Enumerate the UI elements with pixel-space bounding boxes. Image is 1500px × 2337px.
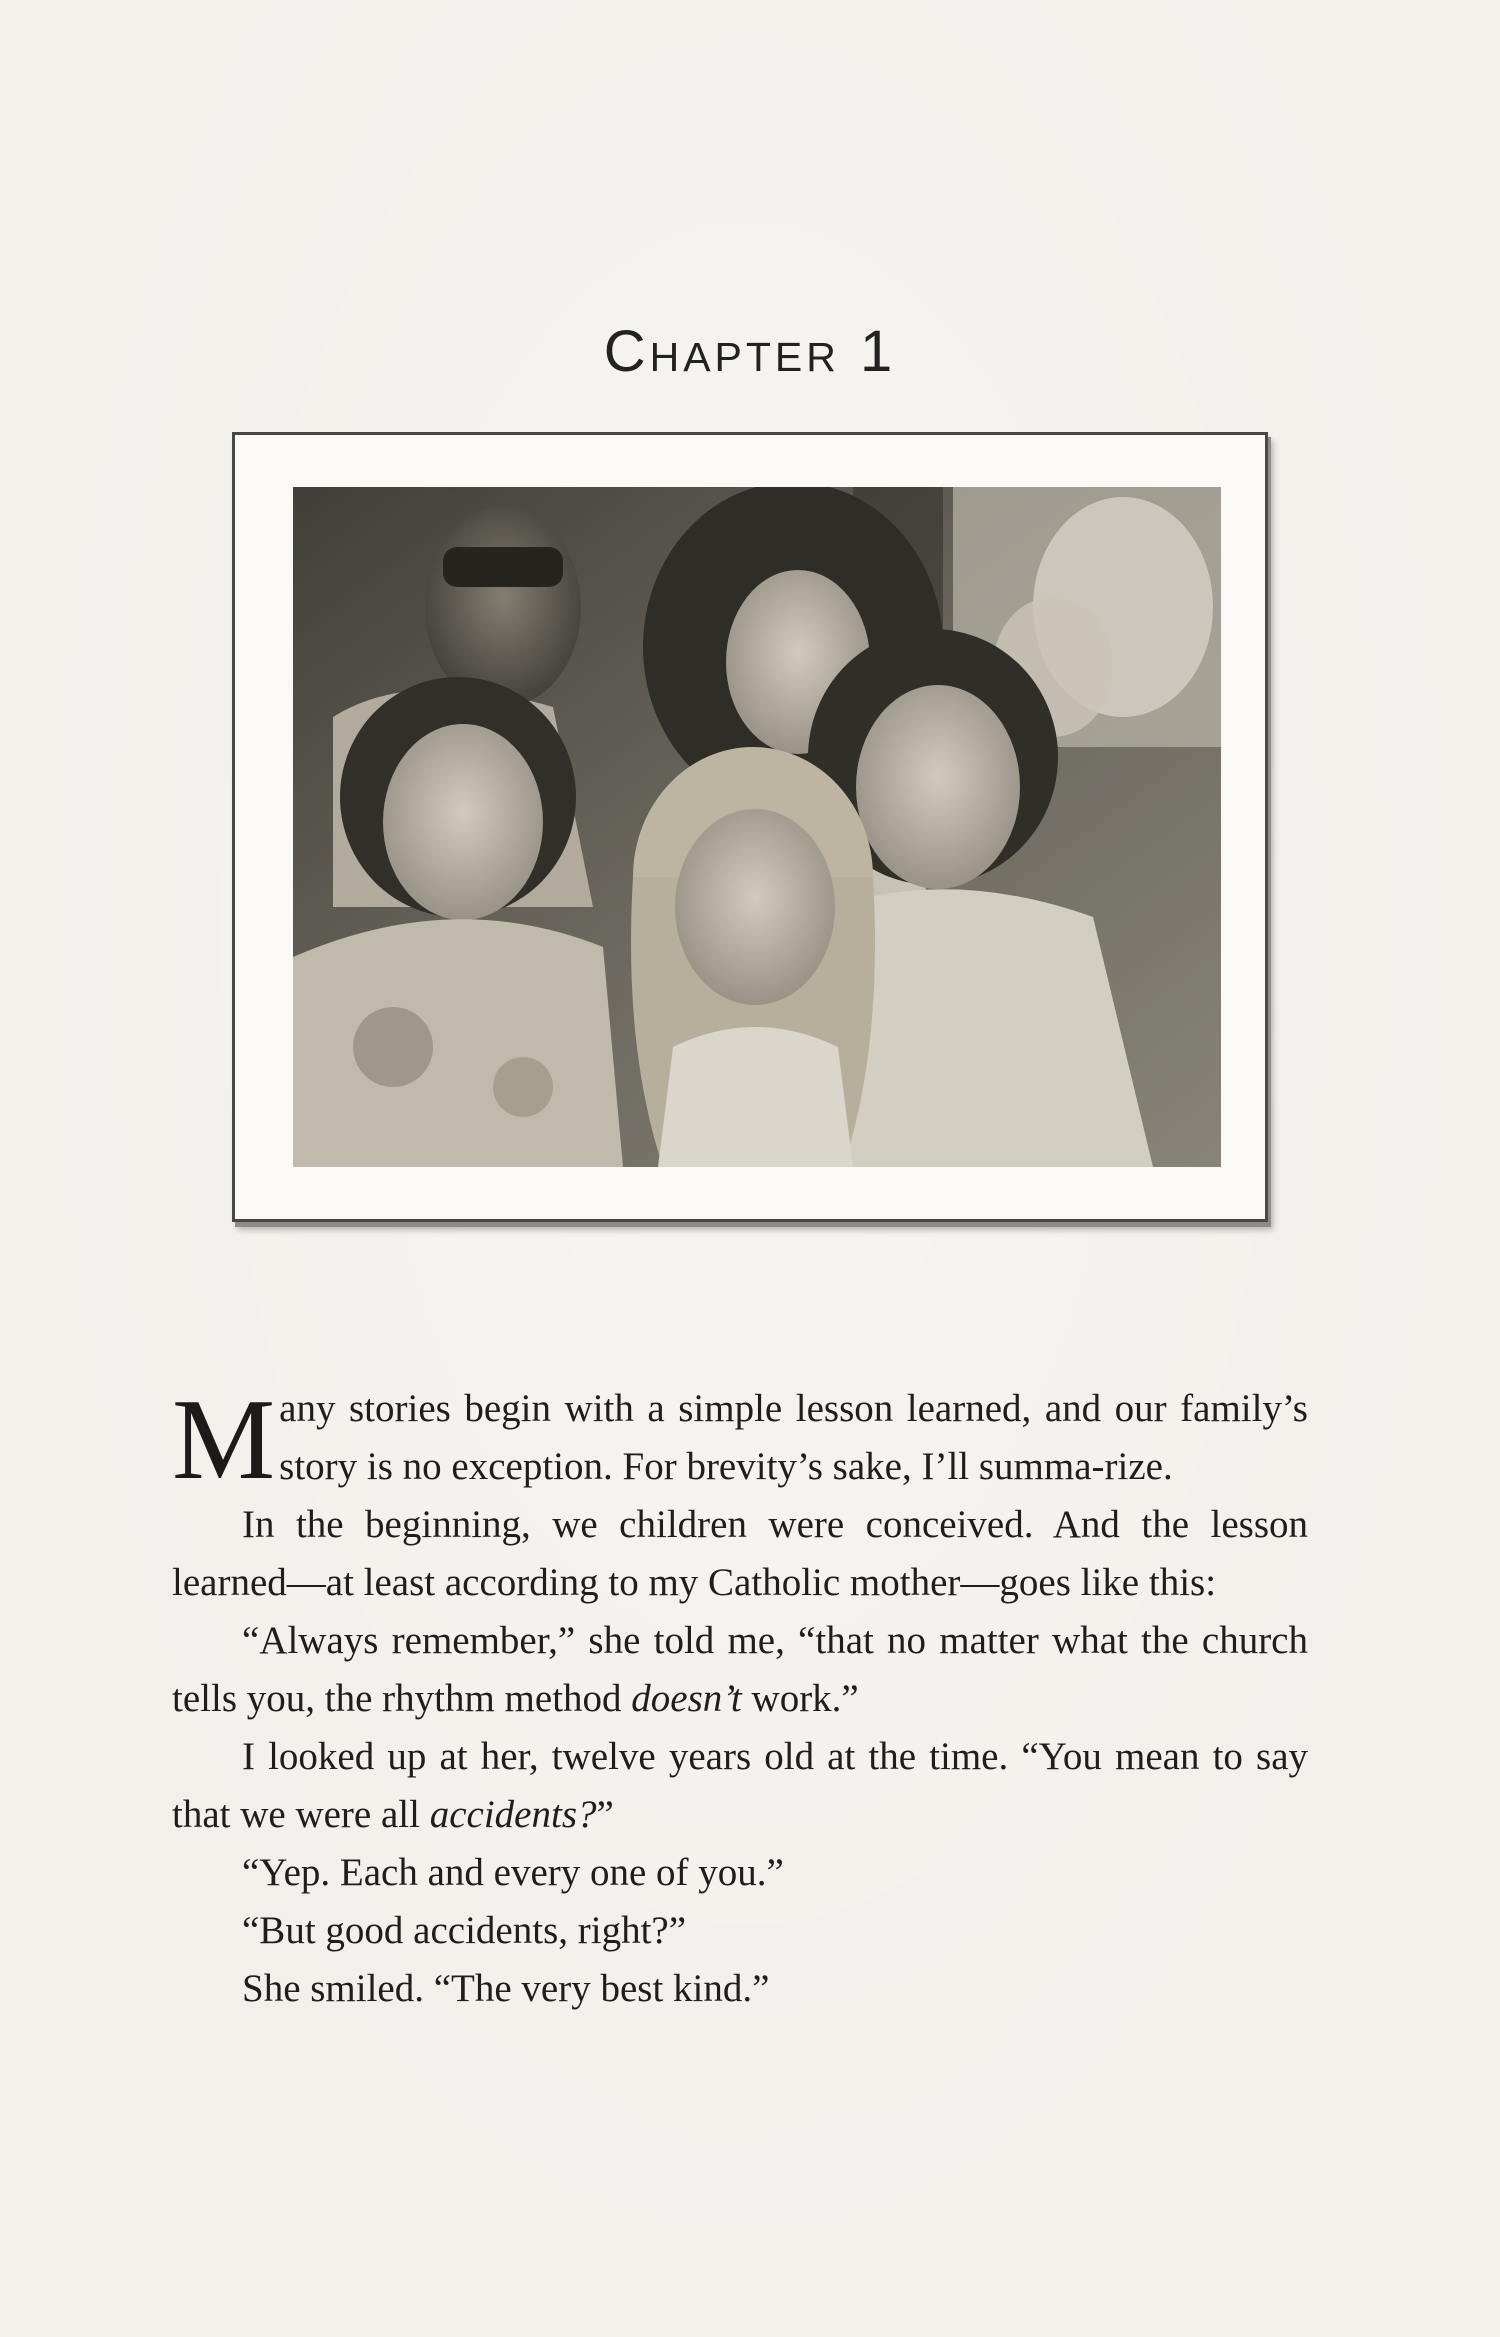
- paragraph-4-text-a: I looked up at her, twelve years old at the time. “You mean to say that we were all: [172, 1735, 1308, 1836]
- paragraph-2: In the beginning, we children were conceived. And the lesson learned—at least according to my Catholic mother—goes like this:: [172, 1503, 1308, 1604]
- paragraph-3-emphasis: doesn’t: [631, 1677, 742, 1720]
- paragraph-5: “Yep. Each and every one of you.”: [242, 1851, 784, 1894]
- family-photo-illustration: [293, 487, 1221, 1167]
- chapter-body-text: [172, 1376, 1308, 2018]
- paragraph-4-text-b: ”: [596, 1793, 614, 1836]
- paragraph-1: [172, 1376, 1308, 1504]
- chapter-number: 1: [860, 319, 897, 384]
- paragraph-1-text: any stories begin with a simple lesson learned, and our family’s story is no exception. For brevity’s sake, I’ll summa-rize.: [279, 1387, 1308, 1488]
- paragraph-6: “But good accidents, right?”: [242, 1909, 687, 1952]
- paragraph-3-text-a: “Always remember,” she told me, “that no matter what the church tells you, the rhythm method: [172, 1619, 1308, 1720]
- chapter-heading: [0, 318, 1500, 385]
- paragraph-4-emphasis: accidents?: [429, 1793, 597, 1836]
- paragraph-7: She smiled. “The very best kind.”: [242, 1967, 770, 2010]
- paragraph-3-text-b: work.”: [741, 1677, 859, 1720]
- chapter-word: Chapter: [603, 319, 840, 384]
- drop-cap: M: [172, 1376, 276, 1504]
- paragraph-3: [172, 1612, 1308, 1728]
- family-photo: [293, 487, 1221, 1167]
- photo-frame: [232, 432, 1268, 1222]
- paragraph-4: [172, 1728, 1308, 1844]
